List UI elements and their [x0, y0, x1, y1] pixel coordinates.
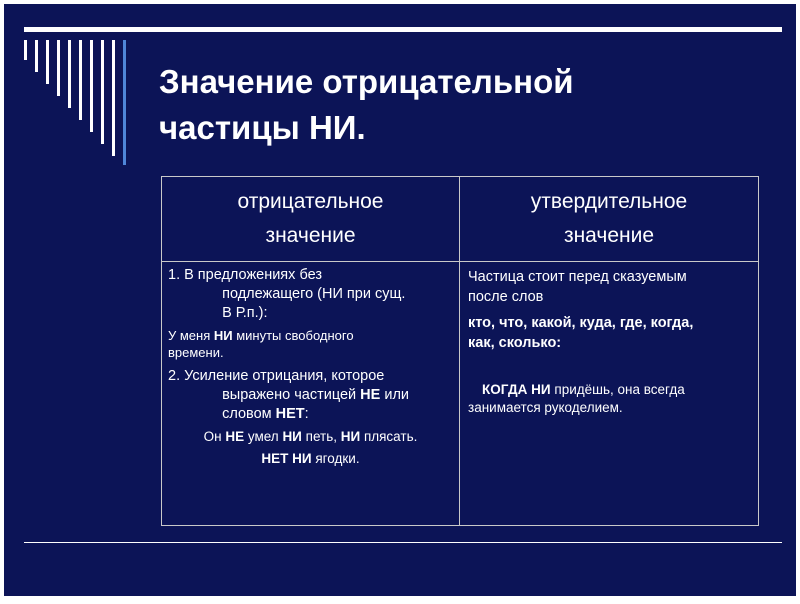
- decorative-stripe: [112, 40, 115, 156]
- rule-1-line-2: подлежащего (НИ при сущ.: [222, 286, 406, 302]
- decorative-stripe: [24, 40, 27, 60]
- header-affirmative-line-2: значение: [563, 224, 655, 247]
- slide-title: [159, 59, 759, 151]
- header-negative-line-2: значение: [265, 224, 356, 247]
- header-affirmative: [460, 177, 759, 262]
- affirmative-meaning-cell: [460, 262, 759, 526]
- decorative-stripe: [90, 40, 93, 132]
- negative-meaning-cell: [162, 262, 460, 526]
- example-1-particle: НИ: [213, 328, 233, 343]
- header-negative: [162, 177, 460, 262]
- affirmative-rule: Частица стоит перед сказуемым после слов: [468, 269, 687, 305]
- rule-2-number: 2.: [168, 368, 181, 384]
- decorative-stripes: [24, 40, 134, 165]
- rule-1-number: 1.: [168, 267, 181, 283]
- rule-1-line-1: В предложениях без: [184, 267, 322, 283]
- decorative-stripe: [79, 40, 82, 120]
- header-row: [162, 177, 759, 262]
- rule-2-line-1: Усиление отрицания, которое: [184, 368, 385, 384]
- decorative-stripe: [68, 40, 71, 108]
- decorative-stripe: [35, 40, 38, 72]
- slide: [4, 4, 796, 596]
- affirmative-example: КОГДА НИ придёшь, она всегда занимается рукоделием.: [468, 382, 685, 415]
- decorative-stripe: [57, 40, 60, 96]
- example-3: НЕТ НИ ягодки.: [261, 451, 360, 466]
- header-affirmative-line-1: утвердительное: [530, 190, 688, 213]
- decorative-stripe: [123, 40, 126, 165]
- example-1: У меня НИ минуты свободного времени.: [168, 328, 354, 360]
- affirmative-example-particle: КОГДА НИ: [482, 382, 551, 397]
- rule-2-line-2: выражено частицей НЕ или: [222, 387, 410, 403]
- title-line-2: частицы НИ.: [159, 109, 366, 146]
- content-row: [162, 262, 759, 526]
- rule-1: [168, 266, 453, 323]
- rule-2-line-3: словом НЕТ:: [222, 406, 309, 422]
- rule-1-line-3: В Р.п.):: [222, 305, 268, 321]
- decorative-stripe: [46, 40, 49, 84]
- example-2: Он НЕ умел НИ петь, НИ плясать.: [203, 429, 418, 444]
- top-decorative-bar: [24, 27, 782, 32]
- header-negative-line-1: отрицательное: [237, 190, 384, 213]
- bottom-decorative-line: [24, 542, 782, 543]
- title-line-1: Значение отрицательной: [159, 63, 574, 100]
- decorative-stripe: [101, 40, 104, 144]
- rule-2: [168, 367, 453, 424]
- meaning-table: [161, 176, 759, 526]
- pronoun-list: кто, что, какой, куда, где, когда, как, сколько:: [468, 315, 694, 351]
